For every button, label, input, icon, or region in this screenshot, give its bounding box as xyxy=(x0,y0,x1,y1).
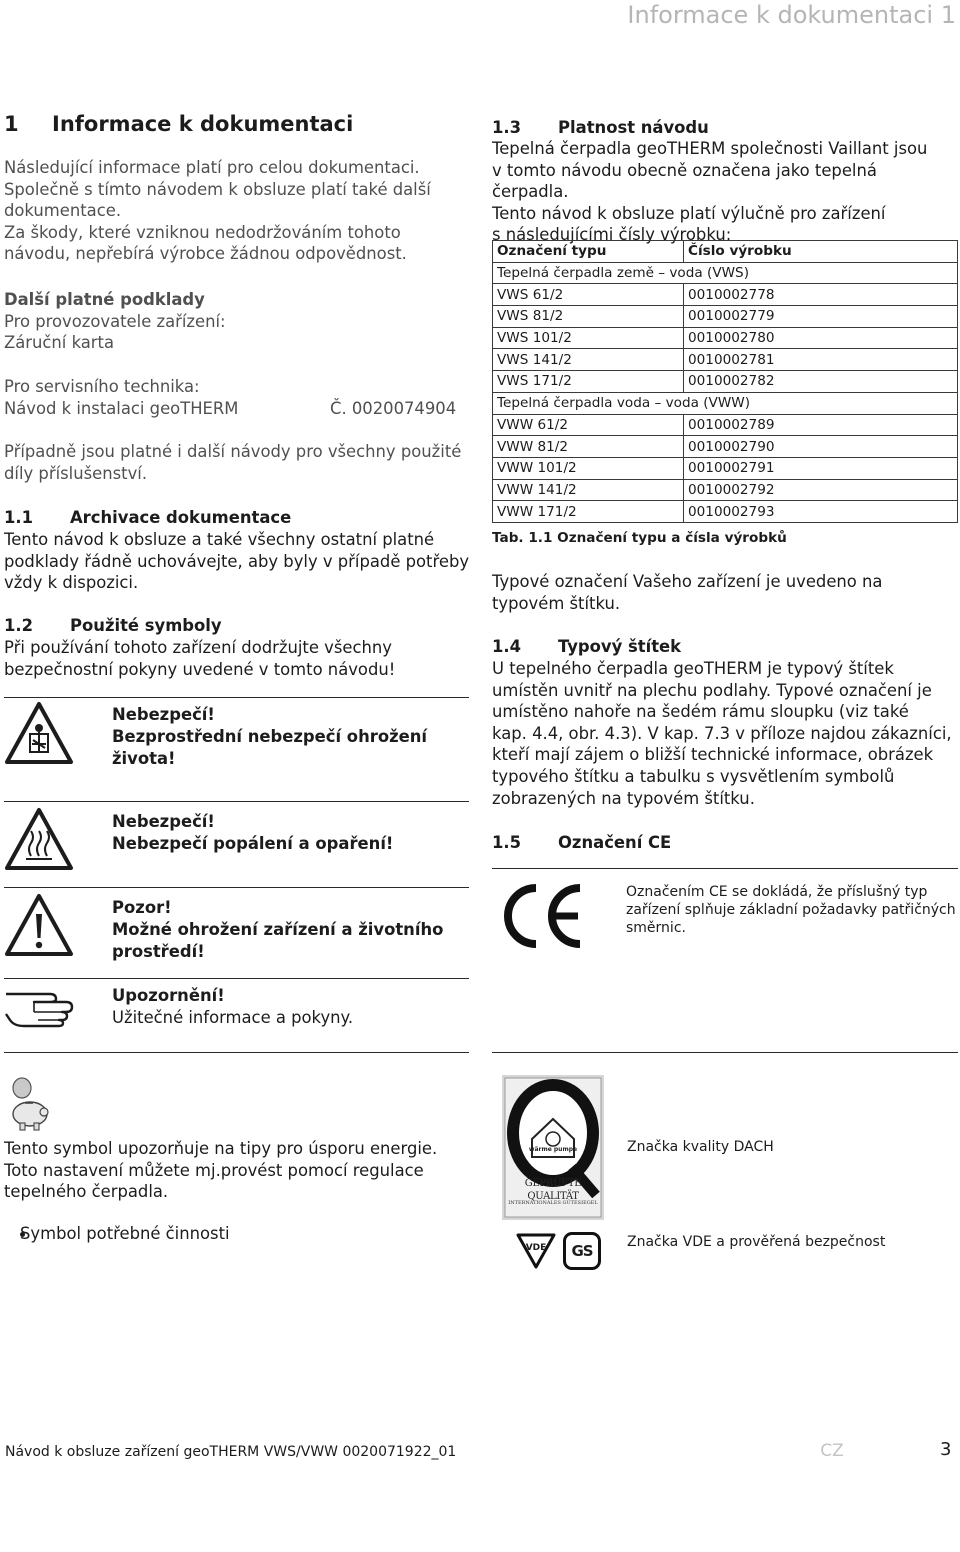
footer-language-code: CZ xyxy=(820,1441,844,1461)
vde-label: Značka VDE a prověřená bezpečnost xyxy=(627,1234,886,1250)
section-title: Typový štítek xyxy=(558,637,682,656)
intro-paragraph xyxy=(4,157,474,265)
body-line: zobrazených na typovém štítku. xyxy=(492,788,755,808)
quality-label: Značka kvality DACH xyxy=(627,1139,774,1155)
section-1-heading xyxy=(4,111,353,137)
type-cell: VWW 61/2 xyxy=(493,414,684,436)
section-number: 1 xyxy=(4,112,19,136)
divider xyxy=(4,1052,469,1053)
ce-line: směrnic. xyxy=(626,920,686,936)
number-cell: 0010002782 xyxy=(684,371,958,393)
number-cell: 0010002793 xyxy=(684,501,958,523)
section-number: 1.4 xyxy=(492,637,522,656)
type-plate-paragraph xyxy=(492,658,958,809)
group-label: Tepelná čerpadla země – voda (VWS) xyxy=(493,262,958,284)
warning-line: Bezprostřední nebezpečí ohrožení xyxy=(112,727,428,746)
body-line: typového štítku a tabulku s vysvětlením symbolů xyxy=(492,766,895,786)
section-1-1-heading xyxy=(4,507,291,529)
table-row xyxy=(493,457,958,479)
note-line: Užitečné informace a pokyny. xyxy=(112,1008,354,1027)
danger-burn-text xyxy=(112,811,393,855)
section-title: Archivace dokumentace xyxy=(70,508,292,527)
tech-doc: Návod k instalaci geoTHERM xyxy=(4,399,239,418)
body-line: kap. 4.4, obr. 4.3). V kap. 7.3 v příloze najdou zákazníci, xyxy=(492,723,952,743)
danger-life-text xyxy=(112,704,427,770)
vde-mark-text: VDE xyxy=(525,1243,547,1253)
seal-bottom-text: INTERNATIONALES GÜTESIEGEL xyxy=(508,1200,598,1206)
type-cell: VWS 101/2 xyxy=(493,327,684,349)
type-cell: VWW 101/2 xyxy=(493,457,684,479)
body-line: s následujícími čísly výrobku: xyxy=(492,225,732,245)
intro-line: Následující informace platí pro celou dokumentaci. xyxy=(4,158,420,177)
table-row xyxy=(493,284,958,306)
type-cell: VWS 171/2 xyxy=(493,371,684,393)
body-line: umístěno nahoře na šedém rámu sloupku (viz také xyxy=(492,702,909,722)
body-line: kteří mají zájem o bližší technické informace, obrázek xyxy=(492,745,934,765)
section-title: Označení CE xyxy=(558,833,672,852)
number-cell: 0010002779 xyxy=(684,306,958,328)
intro-line: Za škody, které vzniknou nedodržováním tohoto xyxy=(4,222,401,242)
table-row xyxy=(493,501,958,523)
intro-line: dokumentace. xyxy=(4,201,122,221)
other-docs-heading: Další platné podklady xyxy=(4,290,205,309)
divider xyxy=(4,697,469,698)
piggy-bank-icon xyxy=(8,1076,52,1132)
action-symbol-text xyxy=(20,1223,230,1245)
type-cell: VWS 81/2 xyxy=(493,306,684,328)
product-table xyxy=(492,240,958,523)
validity-paragraph xyxy=(492,138,958,246)
number-cell: 0010002789 xyxy=(684,414,958,436)
warning-line: Možné ohrožení zařízení a životního xyxy=(112,920,444,939)
group-label: Tepelná čerpadla voda – voda (VWW) xyxy=(493,392,958,414)
type-cell: VWW 81/2 xyxy=(493,436,684,458)
section-number: 1.3 xyxy=(492,118,522,137)
body-line: v tomto návodu obecně označena jako tepelná čerpadla. xyxy=(492,160,877,202)
ce-description xyxy=(626,883,956,937)
warning-line: života! xyxy=(112,749,176,768)
body-line: Tepelná čerpadla geoTHERM společnosti Vaillant jsou xyxy=(492,139,928,158)
type-cell: VWS 141/2 xyxy=(493,349,684,371)
table-group-row xyxy=(493,392,958,414)
divider xyxy=(4,801,469,802)
body-line: bezpečnostní pokyny uvedené v tomto návodu! xyxy=(4,659,396,679)
divider xyxy=(4,887,469,888)
type-note xyxy=(492,571,958,614)
body-line: vždy k dispozici. xyxy=(4,573,139,593)
note-heading: Upozornění! xyxy=(112,986,225,1005)
body-line: podklady řádně uchovávejte, aby byly v případě potřeby xyxy=(4,551,470,571)
section-1-3-heading xyxy=(492,117,709,139)
ce-line: Označením CE se dokládá, že příslušný typ xyxy=(626,884,928,900)
type-cell: VWW 171/2 xyxy=(493,501,684,523)
number-cell: 0010002791 xyxy=(684,457,958,479)
number-cell: 0010002790 xyxy=(684,436,958,458)
body-line: U tepelného čerpadla geoTHERM je typový štítek xyxy=(492,659,894,678)
action-label: Symbol potřebné činnosti xyxy=(20,1224,230,1243)
number-cell: 0010002792 xyxy=(684,479,958,501)
ce-mark-icon xyxy=(498,882,584,950)
divider xyxy=(492,868,958,869)
energy-line: Tento symbol upozorňuje na tipy pro úsporu energie. xyxy=(4,1139,438,1158)
type-cell: VWW 141/2 xyxy=(493,479,684,501)
further-docs-note xyxy=(4,441,474,484)
tech-doc-number: Č. 0020074904 xyxy=(330,399,457,418)
section-1-4-heading xyxy=(492,636,681,658)
column-header: Označení typu xyxy=(493,241,684,263)
gs-mark-text: GS xyxy=(571,1242,593,1260)
table-row xyxy=(493,349,958,371)
divider xyxy=(492,1052,958,1053)
tech-label: Pro servisního technika: xyxy=(4,377,200,396)
table-row xyxy=(493,479,958,501)
footer-page-number: 3 xyxy=(940,1439,952,1460)
table-row xyxy=(493,414,958,436)
section-number: 1.2 xyxy=(4,616,34,635)
symbols-paragraph xyxy=(4,637,474,680)
hot-surface-warning-icon xyxy=(4,806,74,872)
section-1-5-heading xyxy=(492,832,671,854)
column-header: Číslo výrobku xyxy=(684,241,958,263)
running-header: Informace k dokumentaci 1 xyxy=(627,1,956,29)
body-line: Při používání tohoto zařízení dodržujte všechny xyxy=(4,638,392,657)
operator-label: Pro provozovatele zařízení: xyxy=(4,312,226,331)
section-title: Platnost návodu xyxy=(558,118,709,137)
number-cell: 0010002778 xyxy=(684,284,958,306)
type-cell: VWS 61/2 xyxy=(493,284,684,306)
table-caption: Tab. 1.1 Označení typu a čísla výrobků xyxy=(492,530,787,546)
energy-line: tepelného čerpadla. xyxy=(4,1182,169,1202)
section-title: Informace k dokumentaci xyxy=(52,112,354,136)
body-line: Tento návod k obsluze a také všechny ostatní platné xyxy=(4,530,435,549)
table-group-row xyxy=(493,262,958,284)
table-row xyxy=(493,436,958,458)
archiving-paragraph xyxy=(4,529,474,594)
warning-line: prostředí! xyxy=(112,942,205,961)
note-line: Typové označení Vašeho zařízení je uvedeno na xyxy=(492,572,883,591)
seal-mid-text: GEPRÜFTE QUALITÄT xyxy=(524,1178,582,1202)
warning-line: Nebezpečí popálení a opaření! xyxy=(112,834,394,853)
table-row xyxy=(493,327,958,349)
section-title: Použité symboly xyxy=(70,616,222,635)
energy-line: Toto nastavení můžete mj.provést pomocí regulace xyxy=(4,1160,424,1180)
caution-warning-icon xyxy=(4,892,74,958)
warning-line: Nebezpečí! xyxy=(112,812,215,831)
note-line: díly příslušenství. xyxy=(4,463,148,483)
footer-document-title: Návod k obsluze zařízení geoTHERM VWS/VWW 0020071922_01 xyxy=(5,1444,457,1460)
note-line: Případně jsou platné i další návody pro všechny použité xyxy=(4,442,462,461)
body-line: Tento návod k obsluze platí výlučně pro zařízení xyxy=(492,203,886,223)
caution-text xyxy=(112,897,443,963)
seal-top-text: wärme pumpe xyxy=(528,1146,578,1153)
section-1-2-heading xyxy=(4,615,222,637)
intro-line: návodu, nepřebírá výrobce žádnou odpovědnost. xyxy=(4,244,407,264)
body-line: umístěn uvnitř na plechu podlahy. Typové označení je xyxy=(492,680,932,700)
table-row xyxy=(493,306,958,328)
pointing-hand-icon xyxy=(4,984,86,1028)
energy-text xyxy=(4,1138,474,1203)
table-header-row xyxy=(493,241,958,263)
warning-line: Pozor! xyxy=(112,898,172,917)
danger-electric-warning-icon xyxy=(4,700,74,766)
table-row xyxy=(493,371,958,393)
ce-line: zařízení splňuje základní požadavky patřičných xyxy=(626,902,956,918)
number-cell: 0010002780 xyxy=(684,327,958,349)
note-text xyxy=(112,985,353,1029)
number-cell: 0010002781 xyxy=(684,349,958,371)
section-number: 1.1 xyxy=(4,508,34,527)
operator-doc: Záruční karta xyxy=(4,333,115,352)
warning-line: Nebezpečí! xyxy=(112,705,215,724)
section-number: 1.5 xyxy=(492,833,522,852)
intro-line: Společně s tímto návodem k obsluze platí také další xyxy=(4,179,431,199)
note-line: typovém štítku. xyxy=(492,593,621,613)
divider xyxy=(4,978,469,979)
